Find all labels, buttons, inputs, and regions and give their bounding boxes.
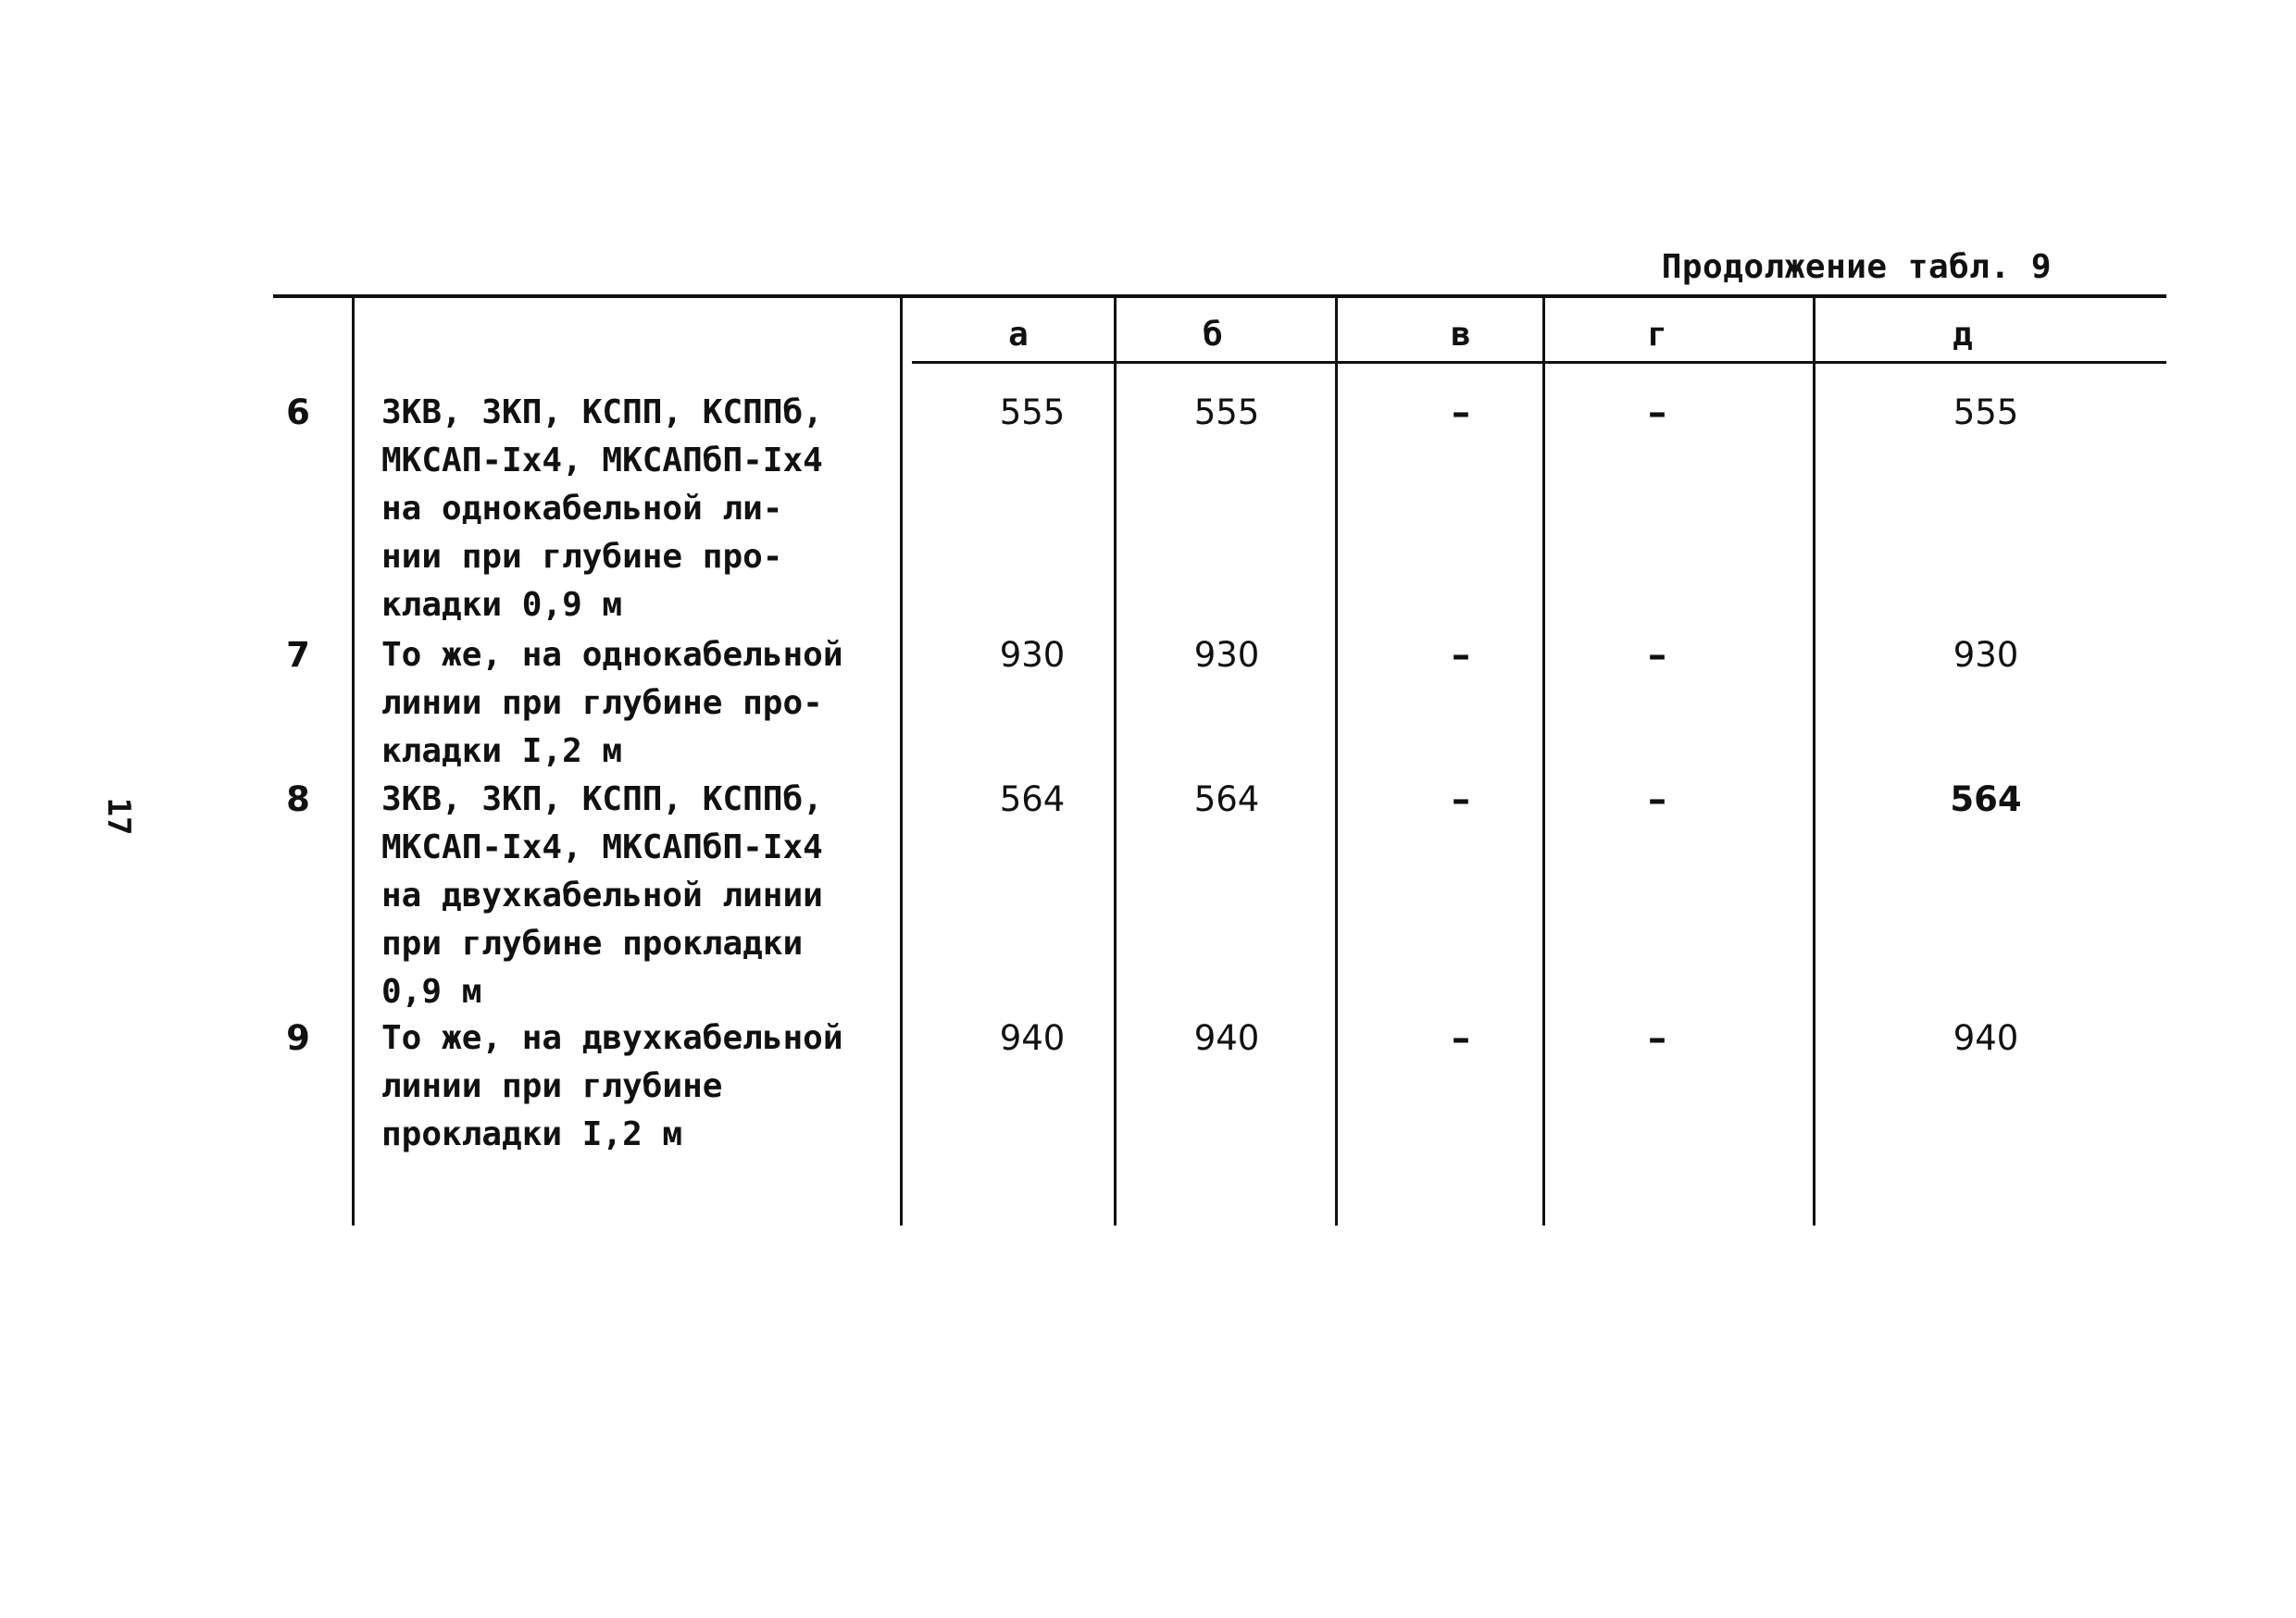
table-top-rule <box>273 294 2166 298</box>
row-description: То же, на однокабельной линии при глубине про- кладки I,2 м <box>381 636 843 770</box>
cell-a: 930 <box>999 635 1066 675</box>
column-header-g: г <box>1647 316 1667 354</box>
cell-v: – <box>1452 778 1470 821</box>
row-description: То же, на двухкабельной линии при глубине прокладки I,2 м <box>381 1019 843 1153</box>
cell-b: 940 <box>1193 1018 1260 1058</box>
row-description: ЗКВ, ЗКП, КСПП, КСППб, МКСАП-Iх4, МКСАПбП-Iх4 на однокабельной ли- нии при глубине про- кладки 0,9 м <box>381 393 823 624</box>
cell-v: – <box>1452 634 1470 677</box>
cell-a: 564 <box>999 779 1066 819</box>
page-number: 17 <box>100 797 137 836</box>
column-header-v: в <box>1451 316 1471 354</box>
row-number: 7 <box>286 635 310 675</box>
column-divider-6 <box>1813 298 1816 1226</box>
cell-b: 930 <box>1193 635 1260 675</box>
column-divider-2 <box>900 298 903 1226</box>
cell-d: 564 <box>1950 779 2022 819</box>
row-number: 9 <box>286 1018 310 1058</box>
cell-b: 564 <box>1193 779 1260 819</box>
column-divider-1 <box>352 298 355 1226</box>
table-caption: Продолжение табл. 9 <box>1661 248 2052 286</box>
header-bottom-rule <box>912 361 2166 364</box>
column-divider-3 <box>1114 298 1117 1226</box>
cell-g: – <box>1648 392 1666 434</box>
cell-g: – <box>1648 778 1666 821</box>
column-divider-5 <box>1542 298 1545 1226</box>
row-number: 6 <box>286 392 310 432</box>
column-header-b: б <box>1203 316 1223 354</box>
cell-g: – <box>1648 1017 1666 1060</box>
row-number: 8 <box>286 779 310 819</box>
cell-b: 555 <box>1193 392 1260 432</box>
cell-d: 930 <box>1953 635 2019 675</box>
column-header-a: а <box>1008 316 1029 354</box>
cell-v: – <box>1452 392 1470 434</box>
cell-g: – <box>1648 634 1666 677</box>
cell-d: 555 <box>1953 392 2019 432</box>
cell-d: 940 <box>1953 1018 2019 1058</box>
cell-a: 940 <box>999 1018 1066 1058</box>
cell-v: – <box>1452 1017 1470 1060</box>
column-header-d: д <box>1953 316 1973 354</box>
row-description: ЗКВ, ЗКП, КСПП, КСППб, МКСАП-Iх4, МКСАПбП-Iх4 на двухкабельной линии при глубине прокладки 0,9 м <box>381 780 823 1011</box>
cell-a: 555 <box>999 392 1066 432</box>
column-divider-4 <box>1335 298 1338 1226</box>
